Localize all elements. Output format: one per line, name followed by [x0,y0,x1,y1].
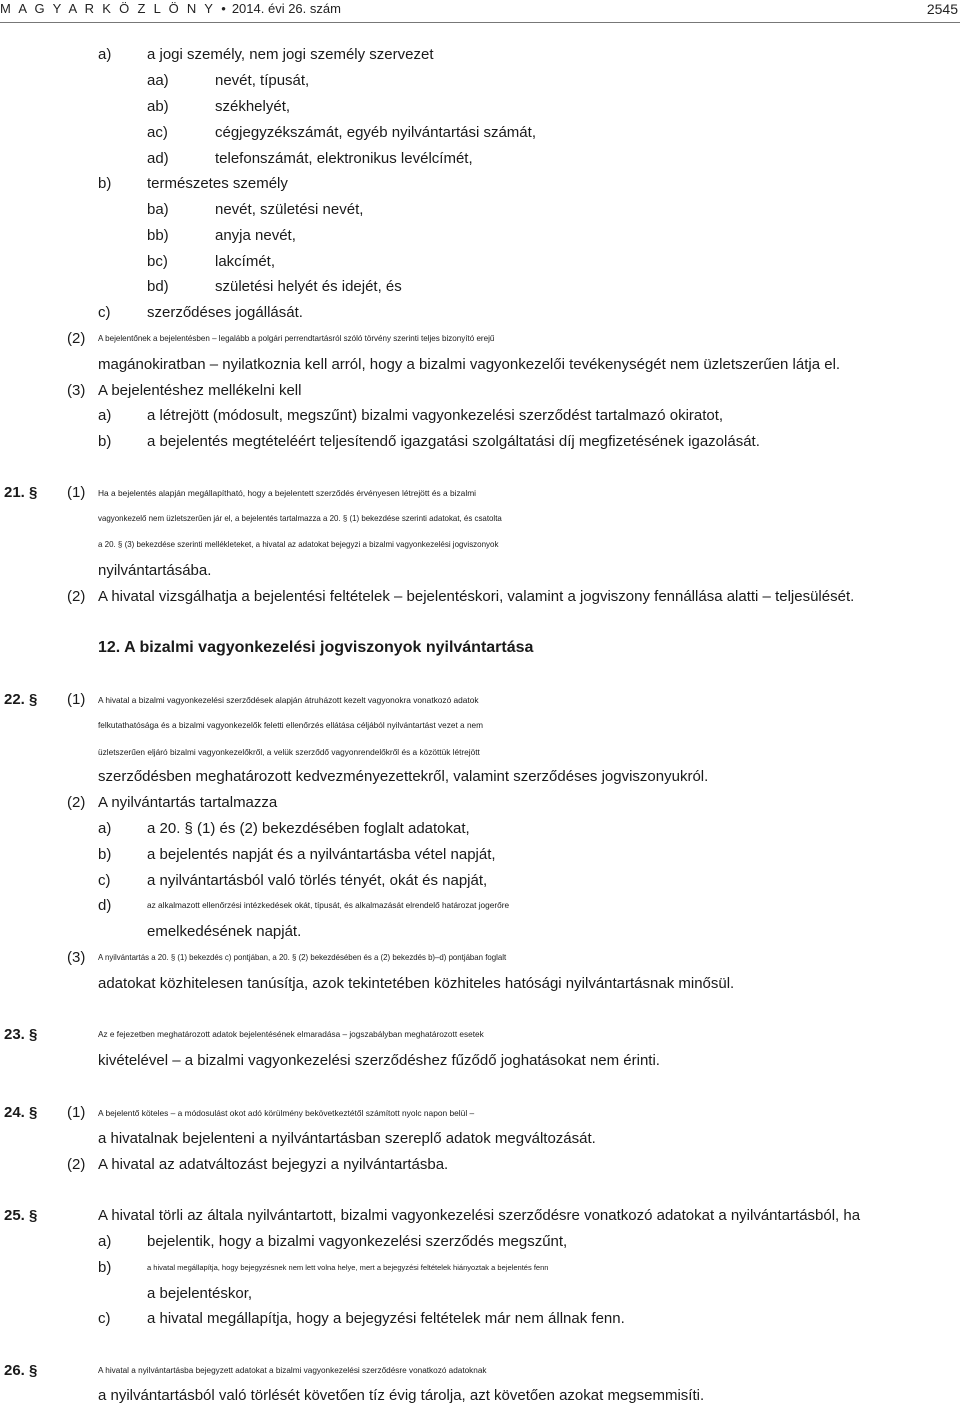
paragraph-line: üzletszerűen eljáró bizalmi vagyonkezelőkről, a velük szerződő vagyonrendelőkről és a közöttük létrejött [98,747,480,757]
paragraph-number: (1) [67,1104,86,1121]
paragraph-number: (3) [67,949,86,966]
section-label: 25. § [4,1207,38,1224]
item-label: b) [98,846,112,863]
item-text: bejelentik, hogy a bizalmi vagyonkezelési szerződés megszűnt, [147,1233,568,1250]
subitem-label: ba) [147,201,169,218]
subitem-label: ab) [147,98,169,115]
paragraph-number: (2) [67,1156,86,1173]
paragraph-line: A hivatal vizsgálhatja a bejelentési feltételek – bejelentéskori, valamint a jogviszony fennállása alatti – teljesülését. [98,588,855,605]
item-text: a nyilvántartásból való törlés tényét, okát és napját, [147,872,488,889]
paragraph-line: A nyilvántartás a 20. § (1) bekezdés c) pontjában, a 20. § (2) bekezdésében és a (2) bekezdés b)–d) pontjában foglalt [98,953,507,962]
page-number: 2545 [926,1,958,17]
item-label: a) [98,46,112,63]
subitem-text: anyja nevét, [215,227,296,244]
section-label: 21. § [4,484,38,501]
item-label: b) [98,175,112,192]
paragraph-line: felkutathatósága és a bizalmi vagyonkezelők feletti ellenőrzés ellátása céljából nyilvántartást vezet a nem [98,721,484,730]
paragraph-line: Ha a bejelentés alapján megállapítható, hogy a bejelentett szerződés érvényesen létrejött és a bizalmi [98,488,477,498]
running-head [0,1,341,16]
paragraph-number: (1) [67,691,86,708]
paragraph-line: A hivatal a bizalmi vagyonkezelési szerződések alapján átruházott kezelt vagyonokra vonatkozó adatok [98,695,479,705]
paragraph-number: (2) [67,588,86,605]
item-label: d) [98,897,112,914]
subitem-label: ad) [147,150,169,167]
section-label: 23. § [4,1026,38,1043]
subitem-text: székhelyét, [215,98,291,115]
paragraph-line: magánokiratban – nyilatkoznia kell arról, hogy a bizalmi vagyonkezelői tevékenységét nem üzletszerűen látja el. [98,356,841,373]
paragraph-line: A hivatal a nyilvántartásba bejegyzett adatokat a bizalmi vagyonkezelési szerződésre vonatkozó adatoknak [98,1366,487,1375]
subitem-text: telefonszámát, elektronikus levélcímét, [215,150,473,167]
subitem-text: születési helyét és idejét, és [215,278,402,295]
paragraph-number: (2) [67,794,86,811]
item-label: a) [98,820,112,837]
paragraph-line: a 20. § (3) bekezdése szerinti mellékleteket, a hivatal az adatokat bejegyzi a bizalmi vagyonkezelési jogviszonyok [98,540,499,549]
item-label: c) [98,304,111,321]
paragraph-line: vagyonkezelő nem üzletszerűen jár el, a bejelentés tartalmazza a 20. § (1) bekezdése szerinti adatokat, és csatolta [98,514,502,523]
item-label: b) [98,433,112,450]
section-label: 24. § [4,1104,38,1121]
issue-number: 2014. évi 26. szám [231,1,341,16]
paragraph-line: A hivatal törli az általa nyilvántartott, bizalmi vagyonkezelési szerződésre vonatkozó adatokat a nyilvántartásból, ha [98,1207,861,1224]
separator-dot: • [221,1,226,16]
paragraph-line: szerződésben meghatározott kedvezményezettekről, valamint szerződéses jogviszonyukról. [98,768,709,785]
paragraph-line: nyilvántartásába. [98,562,212,579]
paragraph-line: a nyilvántartásból való törlését követően tíz évig tárolja, azt követően azokat megsemmisíti. [98,1387,705,1404]
paragraph-number: (1) [67,484,86,501]
subitem-text: lakcímét, [215,253,276,270]
section-label: 22. § [4,691,38,708]
paragraph-line: A bejelentő köteles – a módosulást okot adó körülmény bekövetkeztétől számított nyolc napon belül – [98,1108,475,1118]
subitem-label: aa) [147,72,169,89]
subitem-text: nevét, típusát, [215,72,310,89]
journal-title: M A G Y A R K Ö Z L Ö N Y [0,1,216,16]
item-text: a 20. § (1) és (2) bekezdésében foglalt adatokat, [147,820,470,837]
item-text: természetes személy [147,175,288,192]
paragraph-line: Az e fejezetben meghatározott adatok bejelentésének elmaradása – jogszabályban meghatározott esetek [98,1030,484,1039]
item-label: b) [98,1259,112,1276]
subitem-label: bb) [147,227,169,244]
item-label: c) [98,1310,111,1327]
subitem-label: bd) [147,278,169,295]
section-label: 26. § [4,1362,38,1379]
paragraph-line: a hivatalnak bejelenteni a nyilvántartásban szereplő adatok megváltozását. [98,1130,596,1147]
item-text: a bejelentés megtételéért teljesítendő igazgatási szolgáltatási díj megfizetésének igazolását. [147,433,760,450]
item-text: a bejelentés napját és a nyilvántartásba vétel napját, [147,846,496,863]
paragraph-line: A bejelentőnek a bejelentésben – legalább a polgári perrendtartásról szóló törvény szerinti teljes bizonyító erejű [98,334,495,343]
item-text: a bejelentéskor, [147,1285,253,1302]
paragraph-line: A bejelentéshez mellékelni kell [98,382,302,399]
item-text: a hivatal megállapítja, hogy bejegyzésnek nem lett volna helye, mert a bejegyzési feltételek hiányoztak a bejelentés fenn [147,1263,549,1272]
item-text: emelkedésének napját. [147,923,302,940]
item-label: a) [98,1233,112,1250]
item-label: c) [98,872,111,889]
paragraph-line: A hivatal az adatváltozást bejegyzi a nyilvántartásba. [98,1156,449,1173]
chapter-title: 12. A bizalmi vagyonkezelési jogviszonyok nyilvántartása [98,639,534,656]
paragraph-line: adatokat közhitelesen tanúsítja, azok tekintetében közhiteles hatósági nyilvántartásnak minősül. [98,975,735,992]
item-label: a) [98,407,112,424]
paragraph-number: (2) [67,330,86,347]
page-header [0,0,960,22]
subitem-label: ac) [147,124,168,141]
paragraph-number: (3) [67,382,86,399]
item-text: a létrejött (módosult, megszűnt) bizalmi vagyonkezelési szerződést tartalmazó okiratot, [147,407,724,424]
subitem-text: nevét, születési nevét, [215,201,364,218]
paragraph-line: kivételével – a bizalmi vagyonkezelési szerződéshez fűződő joghatásokat nem érinti. [98,1052,660,1069]
subitem-label: bc) [147,253,168,270]
item-text: a hivatal megállapítja, hogy a bejegyzési feltételek már nem állnak fenn. [147,1310,625,1327]
paragraph-line: A nyilvántartás tartalmazza [98,794,278,811]
header-rule [0,22,960,23]
item-text: a jogi személy, nem jogi személy szervezet [147,46,434,63]
item-text: az alkalmazott ellenőrzési intézkedések okát, típusát, és alkalmazását elrendelő határozat jogerőre [147,901,510,910]
subitem-text: cégjegyzékszámát, egyéb nyilvántartási számát, [215,124,536,141]
item-text: szerződéses jogállását. [147,304,303,321]
